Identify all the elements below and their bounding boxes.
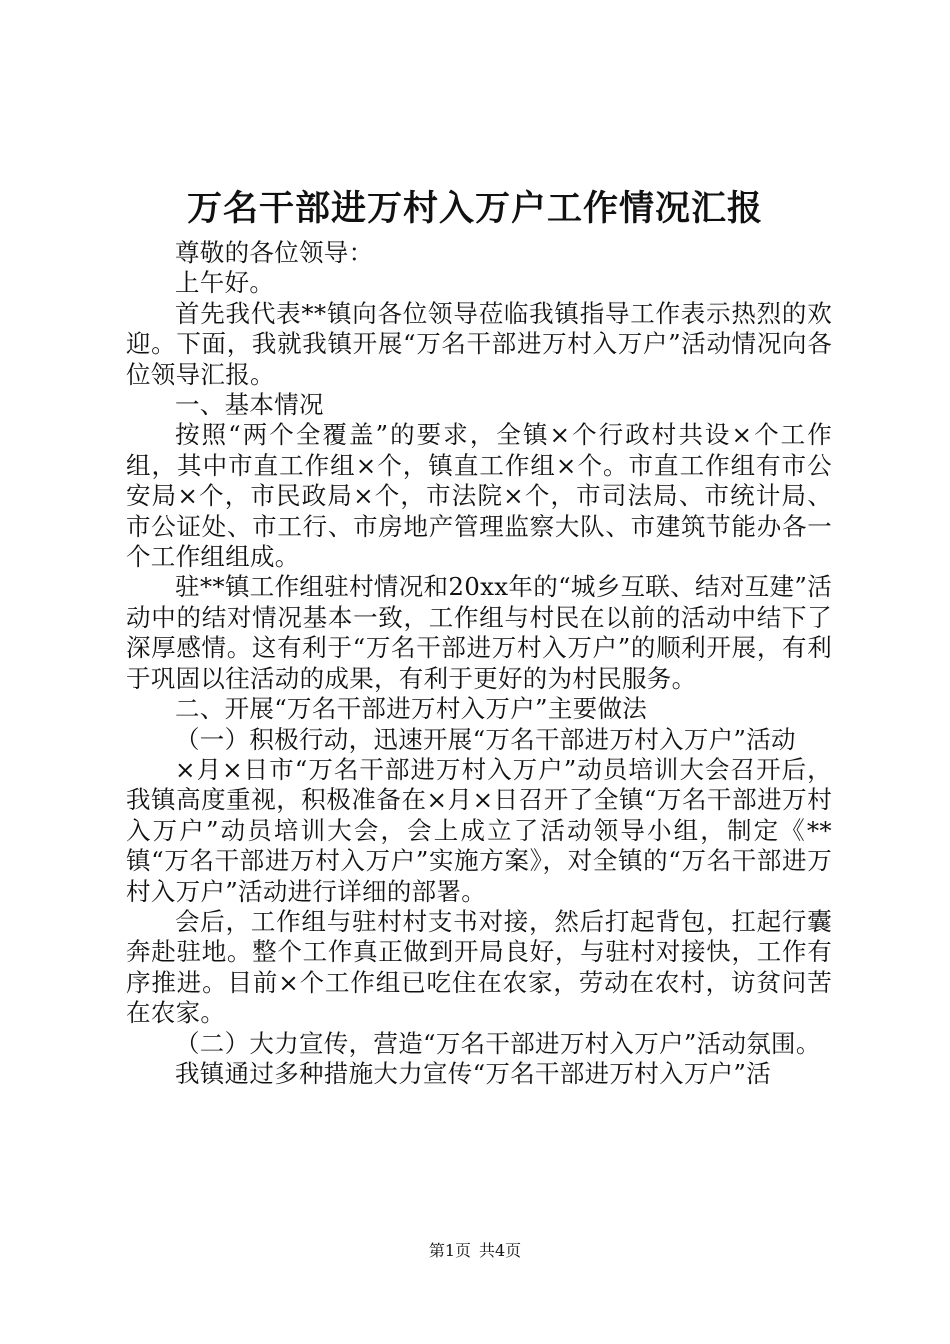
paragraph: 驻**镇工作组驻村情况和20xx年的“城乡互联、结对互建”活动中的结对情况基本一致，工作组与村民在以前的活动中结下了深厚感情。这有利于“万名干部进万村入万户”的顺利开展，有利于巩固以往活动的成果，有利于更好的为村民服务。 bbox=[126, 572, 832, 693]
paragraph: 按照“两个全覆盖”的要求，全镇×个行政村共设×个工作组，其中市直工作组×个，镇直工作组×个。市直工作组有市公安局×个，市民政局×个，市法院×个，市司法局、市统计局、市公证处、市工行、市房地产管理监察大队、市建筑节能办各一个工作组组成。 bbox=[126, 420, 832, 572]
page-total: 共4页 bbox=[479, 1241, 522, 1260]
paragraph: ×月×日市“万名干部进万村入万户”动员培训大会召开后，我镇高度重视，积极准备在×月×日召开了全镇“万名干部进万村入万户”动员培训大会，会上成立了活动领导小组，制定《**镇“万名干部进万村入万户”实施方案》，对全镇的“万名干部进万村入万户”活动进行详细的部署。 bbox=[126, 754, 832, 906]
subsection-heading: （一）积极行动，迅速开展“万名干部进万村入万户”活动 bbox=[175, 724, 796, 754]
document-body bbox=[126, 238, 832, 1089]
paragraph: 会后，工作组与驻村村支书对接，然后打起背包，扛起行囊奔赴驻地。整个工作真正做到开局良好，与驻村对接快，工作有序推进。目前×个工作组已吃住在农家，劳动在农村，访贫问苦在农家。 bbox=[126, 906, 832, 1028]
paragraph: 我镇通过多种措施大力宣传“万名干部进万村入万户”活 bbox=[175, 1058, 772, 1088]
section-heading: 二、开展“万名干部进万村入万户”主要做法 bbox=[175, 694, 648, 724]
paragraph-greeting: 上午好。 bbox=[175, 268, 275, 298]
page-number: 第1页 bbox=[428, 1241, 471, 1260]
subsection-heading: （二）大力宣传，营造“万名干部进万村入万户”活动氛围。 bbox=[175, 1028, 821, 1058]
paragraph: 首先我代表**镇向各位领导莅临我镇指导工作表示热烈的欢迎。下面，我就我镇开展“万名干部进万村入万户”活动情况向各位领导汇报。 bbox=[126, 298, 832, 389]
page-footer bbox=[0, 1240, 950, 1262]
document-title: 万名干部进万村入万户工作情况汇报 bbox=[186, 188, 763, 229]
section-heading: 一、基本情况 bbox=[175, 390, 324, 420]
paragraph-salutation: 尊敬的各位领导： bbox=[175, 238, 374, 267]
